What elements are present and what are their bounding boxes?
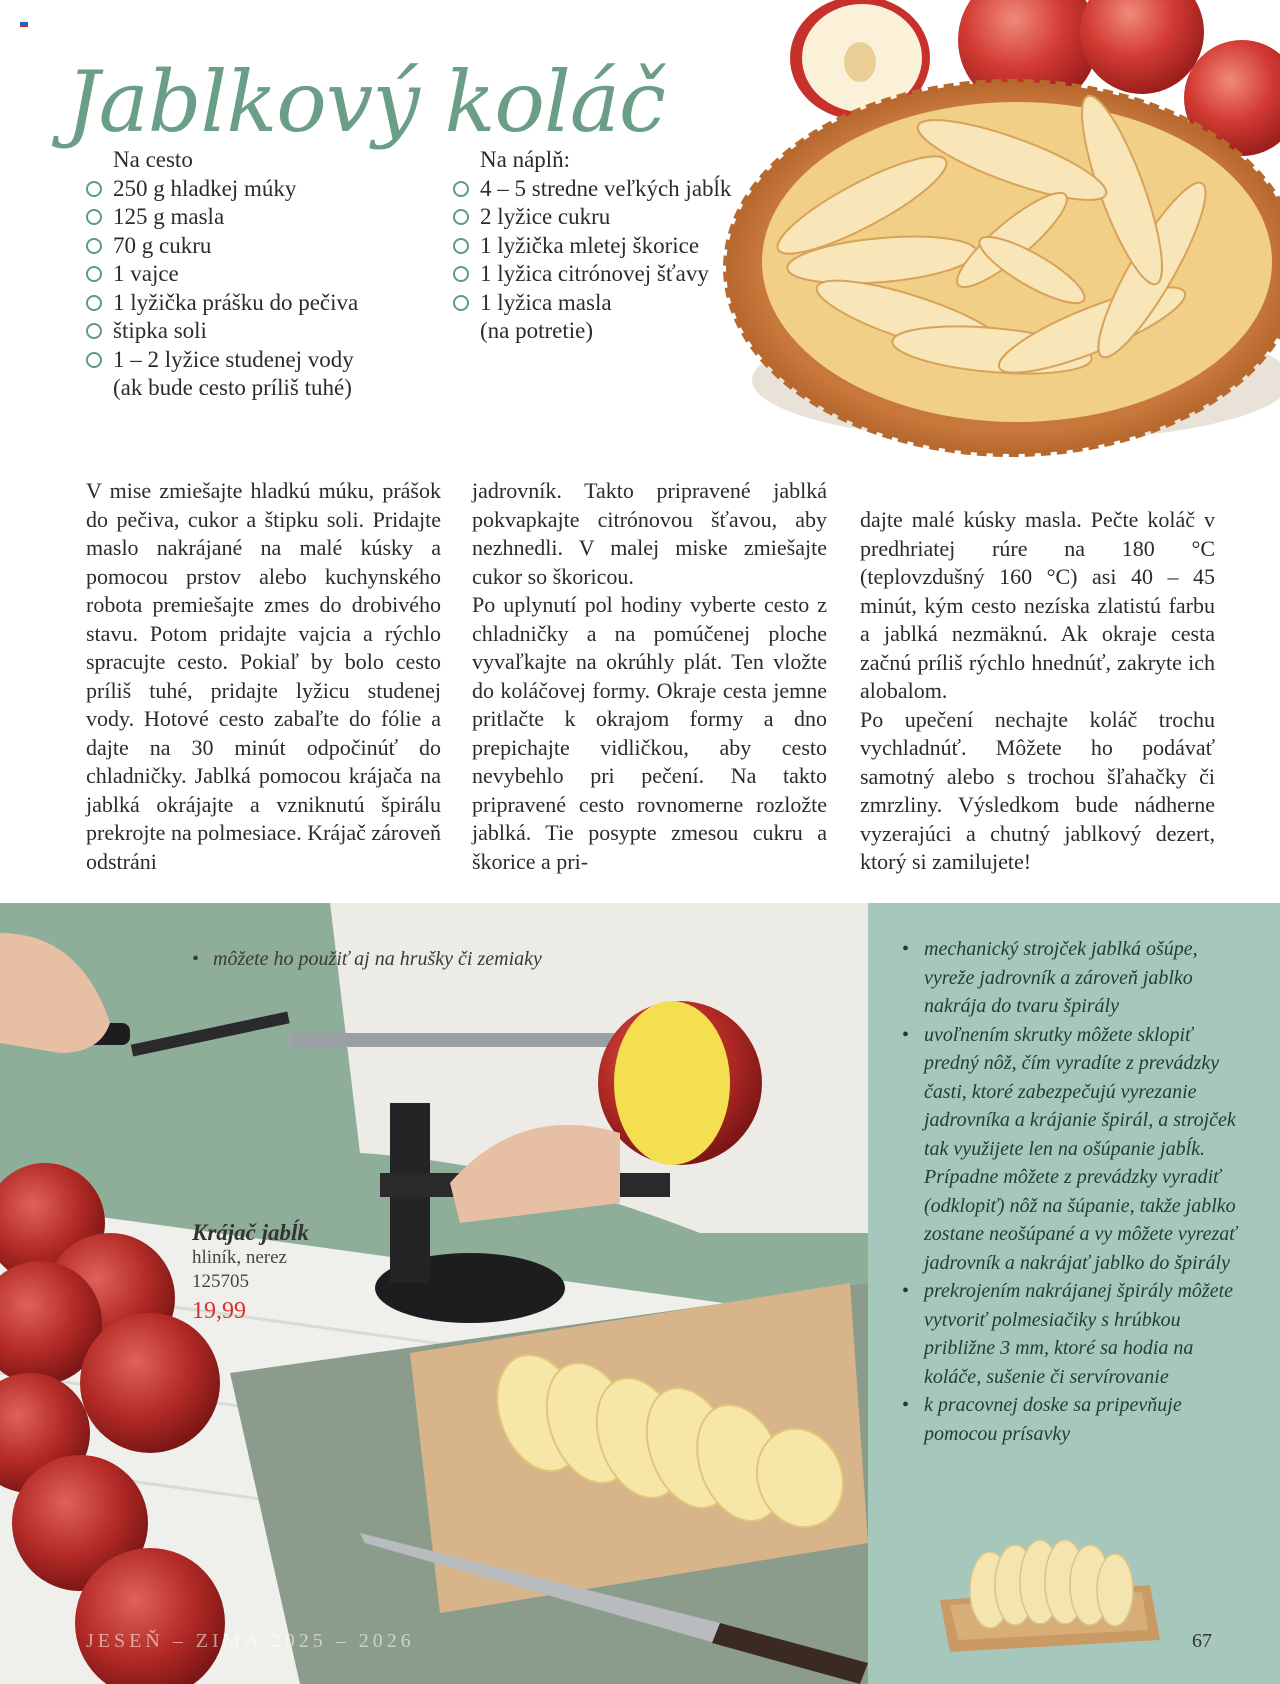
ingredient-item: 250 g hladkej múky — [86, 175, 416, 204]
method-paragraph: jadrovník. Takto pripravené jablká pokvapkajte citrónovou šťavou, aby nezhnedli. V malej miske zmiešajte cukor so škoricou. — [472, 478, 827, 589]
ingredient-item: 125 g masla — [86, 203, 416, 232]
product-price: 19,99 — [192, 1298, 246, 1324]
product-name: Krájač jabĺk — [192, 1220, 309, 1245]
ingredient-item: 70 g cukru — [86, 232, 416, 261]
apple-peeler-photo — [0, 903, 868, 1684]
filling-list — [453, 175, 733, 346]
dough-ingredients — [86, 146, 416, 403]
method-column-2 — [472, 477, 827, 876]
ingredient-item: 1 vajce — [86, 260, 416, 289]
flag-icon — [20, 20, 28, 27]
photo-note: • môžete ho použiť aj na hrušky či zemiaky — [192, 948, 542, 971]
ingredient-item: 1 lyžička mletej škorice — [453, 232, 733, 261]
ingredient-item: 2 lyžice cukru — [453, 203, 733, 232]
ingredient-item: 1 lyžička prášku do pečiva — [86, 289, 416, 318]
feature-list — [902, 935, 1242, 1448]
footer-season: JESEŇ – ZIMA 2025 – 2026 — [86, 1630, 415, 1652]
ingredient-note: (ak bude cesto príliš tuhé) — [113, 375, 352, 400]
method-paragraph: Po upečení nechajte koláč trochu vychladnúť. Môžete ho podávať samotný alebo s trochou šľahačky či zmrzliny. Výsledkom bude nádherne vyzerajúci a chutný jablkový dezert, ktorý si zamilujete! — [860, 706, 1215, 874]
apple-tart-image — [712, 0, 1280, 470]
method-paragraph: dajte malé kúsky masla. Pečte koláč v predhriatej rúre na 180 °C (teplovzdušný 160 °C) asi 40 – 45 minút, kým cesto nezíska zlatistú farbu a jablká nezmäknú. Ak okraje cesta začnú príliš rýchlo hnednúť, zakryte ich alobalom. — [860, 507, 1215, 703]
dough-heading: Na cesto — [113, 147, 193, 172]
ingredient-item: 1 lyžica masla — [453, 289, 733, 318]
method-column-1 — [86, 477, 441, 876]
feature-item: • mechanický strojček jablká ošúpe, vyreže jadrovník a zároveň jablko nakrája do tvaru špirály — [902, 935, 1242, 1021]
filling-ingredients — [453, 146, 733, 346]
page-title: Jablkový koláč — [66, 53, 665, 151]
dough-list — [86, 175, 416, 403]
ingredient-item: 1 lyžica citrónovej šťavy — [453, 260, 733, 289]
ingredient-note: (na potretie) — [480, 318, 594, 343]
ingredient-item: 1 – 2 lyžice studenej vody — [86, 346, 416, 375]
method-paragraph: Po uplynutí pol hodiny vyberte cesto z chladničky a na pomúčenej ploche vyvaľkajte na okrúhly plát. Ten vložte do koláčovej formy. Okraje cesta jemne pritlačte k okrajom formy a dno prepichajte vidličkou, aby cesto nevybehlo pri pečení. Na takto pripravené cesto rovnomerne rozložte jablká. Tie posypte zmesou cukru a škorice a pri- — [472, 592, 827, 874]
feature-item: • prekrojením nakrájanej špirály môžete vytvoriť polmesiačiky s hrúbkou približne 3 mm, ktoré sa hodia na koláče, sušenie či servírovanie — [902, 1277, 1242, 1391]
ingredient-item: 4 – 5 stredne veľkých jabĺk — [453, 175, 733, 204]
page-number: 67 — [1192, 1630, 1212, 1652]
apple-spiral-thumbnail — [920, 1530, 1170, 1655]
feature-item: • uvoľnením skrutky môžete sklopiť predný nôž, čím vyradíte z prevádzky časti, ktoré zabezpečujú vyrezanie jadrovníka a krájanie špirál, a strojček tak využijete len na ošúpanie jabĺk. Prípadne môžete z prevádzky vyradiť (odklopiť) nôž na šúpanie, takže jablko zostane neošúpané a vy môžete vyrezať jadrovník a nakrájať jablko do špirály — [902, 1021, 1242, 1278]
filling-heading: Na náplň: — [480, 147, 571, 172]
ingredient-item: štipka soli — [86, 317, 416, 346]
method-column-3 — [860, 506, 1215, 877]
method-paragraph: V mise zmiešajte hladkú múku, prášok do pečiva, cukor a štipku soli. Pridajte maslo nakrájané na malé kúsky a pomocou prstov alebo kuchynského robota premiešajte zmes do drobivého stavu. Potom pridajte vajcia a rýchlo spracujte cesto. Pokiaľ by bolo cesto príliš tuhé, pridajte lyžicu studenej vody. Hotové cesto zabaľte do fólie a dajte na 30 minút odpočinúť do chladničky. Jablká pomocou krájača na jablká okrájajte a vzniknutú špirálu prekrojte na polmesiace. Krájač zároveň odstráni — [86, 478, 441, 874]
product-code: 125705 — [192, 1271, 249, 1292]
feature-item: • k pracovnej doske sa pripevňuje pomocou prísavky — [902, 1391, 1242, 1448]
product-info — [192, 1220, 309, 1325]
product-material: hliník, nerez — [192, 1247, 287, 1268]
